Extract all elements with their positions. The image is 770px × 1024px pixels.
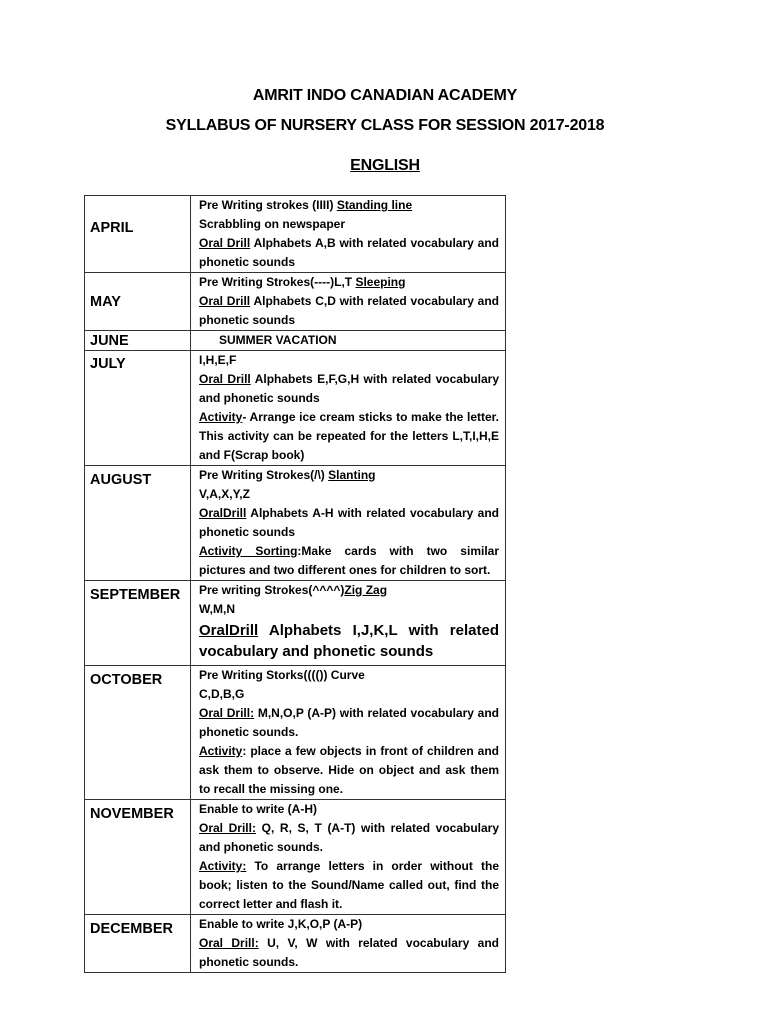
underlined-term: Oral Drill (199, 236, 251, 250)
content-cell (191, 466, 506, 581)
subject-heading: ENGLISH (350, 157, 420, 174)
month-cell: OCTOBER (85, 666, 191, 800)
text-span: Enable to write J,K,O,P (A-P) (199, 917, 363, 931)
month-cell: JULY (85, 351, 191, 466)
text-span: Alphabets C,D with related vocabulary and phonetic sounds (199, 294, 499, 327)
content-line (199, 351, 499, 370)
underlined-term: Standing line (336, 198, 413, 212)
month-cell: NOVEMBER (85, 800, 191, 915)
content-line (199, 542, 499, 580)
text-span: Pre Writing Strokes(----)L,T (199, 275, 356, 289)
content-cell (191, 331, 506, 351)
underlined-term: Zig Zag (344, 583, 388, 597)
table-row (85, 331, 506, 351)
content-line (199, 370, 499, 408)
underlined-term: Activity Sorting (199, 544, 298, 558)
content-line (199, 408, 499, 465)
underlined-term: Activity: (199, 859, 247, 873)
content-line (199, 619, 499, 665)
school-name: AMRIT INDO CANADIAN ACADEMY (252, 87, 518, 104)
month-cell: APRIL (85, 196, 191, 273)
month-cell: DECEMBER (85, 915, 191, 973)
content-line (199, 857, 499, 914)
underlined-term: Sleeping (355, 275, 406, 289)
underlined-term: Oral Drill (199, 294, 251, 308)
table-row (85, 800, 506, 915)
content-line (199, 600, 499, 619)
syllabus-table (84, 195, 506, 973)
underlined-term: OralDrill (199, 622, 259, 639)
month-cell: AUGUST (85, 466, 191, 581)
underlined-term: Oral Drill (199, 372, 251, 386)
content-line (199, 742, 499, 799)
content-line (199, 215, 499, 234)
underlined-term: Activity (199, 744, 243, 758)
text-span: Pre writing Strokes(^^^^) (199, 583, 345, 597)
content-cell (191, 800, 506, 915)
text-span: SUMMER VACATION (219, 333, 337, 347)
table-row (85, 196, 506, 273)
table-row (85, 581, 506, 666)
underlined-term: Activity (199, 410, 243, 424)
text-span: Pre Writing Strokes(/\) (199, 468, 329, 482)
text-span: W,M,N (199, 602, 235, 616)
text-span: Q, R, S, T (A-T) with related vocabulary and phonetic sounds. (199, 821, 500, 854)
content-line (199, 685, 499, 704)
underlined-term: Slanting (328, 468, 376, 482)
text-span: I,H,E,F (199, 353, 237, 367)
text-span: Alphabets I,J,K,L with related vocabulary and phonetic sounds (199, 622, 499, 660)
content-cell (191, 351, 506, 466)
text-span: :Make cards with two similar pictures and two different ones for children to sort. (199, 544, 499, 577)
table-row (85, 666, 506, 800)
content-line (199, 800, 499, 819)
content-line (199, 504, 499, 542)
month-cell: SEPTEMBER (85, 581, 191, 666)
content-line (199, 292, 499, 330)
content-line (199, 934, 499, 972)
content-cell (191, 666, 506, 800)
content-line (199, 273, 499, 292)
text-span: Alphabets A,B with related vocabulary and phonetic sounds (199, 236, 499, 269)
content-line (199, 234, 499, 272)
text-span: : place a few objects in front of children and ask them to observe. Hide on object and ask them to recall the missing one. (199, 744, 499, 796)
month-cell: MAY (85, 273, 191, 331)
content-line (199, 819, 499, 857)
content-line (199, 581, 499, 600)
syllabus-title: SYLLABUS OF NURSERY CLASS FOR SESSION 2017-2018 (165, 117, 605, 134)
content-cell (191, 915, 506, 973)
text-span: M,N,O,P (A-P) with related vocabulary and phonetic sounds. (199, 706, 499, 739)
underlined-term: Oral Drill: (199, 821, 256, 835)
text-span: Alphabets A-H with related vocabulary and phonetic sounds (199, 506, 499, 539)
text-span: Pre Writing strokes (IIII) (199, 198, 337, 212)
content-cell (191, 273, 506, 331)
text-span: - Arrange ice cream sticks to make the letter. This activity can be repeated for the letters L,T,I,H,E and F(Scrap book) (199, 410, 499, 462)
text-span: Enable to write (A-H) (199, 802, 318, 816)
text-span: Alphabets E,F,G,H with related vocabulary and phonetic sounds (199, 372, 499, 405)
text-span: To arrange letters in order without the book; listen to the Sound/Name called out, find the correct letter and flash it. (199, 859, 499, 911)
content-line (199, 466, 499, 485)
table-row (85, 915, 506, 973)
text-span: V,A,X,Y,Z (199, 487, 250, 501)
table-row (85, 351, 506, 466)
content-cell (191, 581, 506, 666)
text-span: Pre Writing Storks(((()) Curve (199, 668, 365, 682)
month-cell: JUNE (85, 331, 191, 351)
content-line (199, 915, 499, 934)
content-line (199, 196, 499, 215)
underlined-term: Oral Drill: (199, 706, 255, 720)
table-row (85, 273, 506, 331)
content-line (199, 666, 499, 685)
text-span: Scrabbling on newspaper (199, 217, 346, 231)
text-span: U, V, W with related vocabulary and phonetic sounds. (199, 936, 499, 969)
underlined-term: Oral Drill: (199, 936, 259, 950)
content-cell (191, 196, 506, 273)
text-span: C,D,B,G (199, 687, 245, 701)
underlined-term: OralDrill (199, 506, 247, 520)
content-line (199, 331, 499, 350)
content-line (199, 704, 499, 742)
content-line (199, 485, 499, 504)
table-row (85, 466, 506, 581)
